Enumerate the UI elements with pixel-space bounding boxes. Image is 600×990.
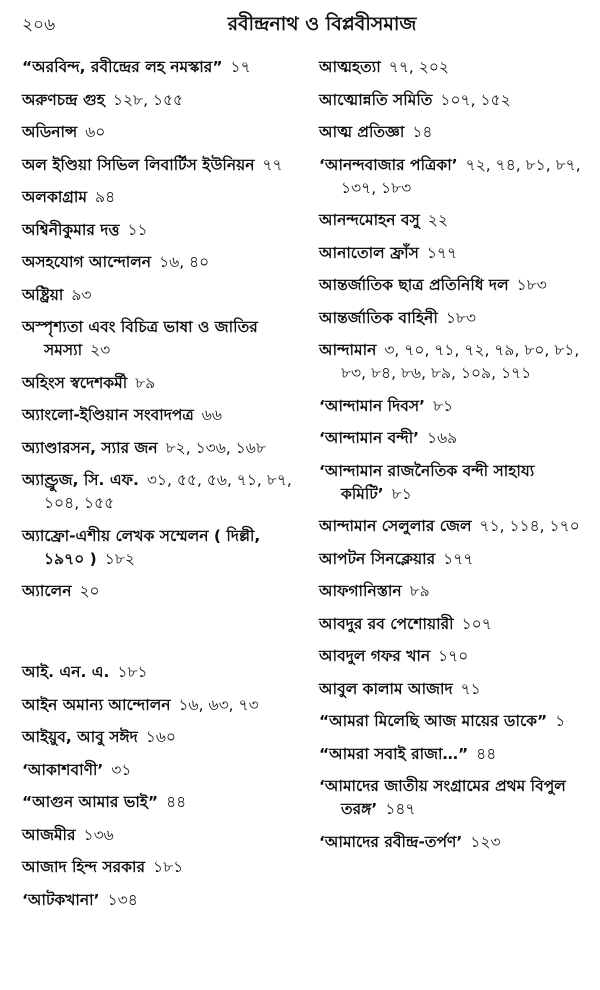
index-term: অস্পৃশ্যতা এবং বিচিত্র ভাষা ও জাতির সমস্যা <box>22 318 258 359</box>
index-pages: ১০৭ <box>461 614 492 633</box>
index-pages: ১০৭, ১৫২ <box>440 90 511 109</box>
index-term: আইয়ুব, আবু সঈদ <box>22 728 138 746</box>
index-entry <box>22 186 293 209</box>
index-pages: ১৪৭ <box>385 800 416 818</box>
index-term: ‘আমাদের জাতীয় সংগ্রামের প্রথম বিপুল তরঙ্গ’ <box>318 777 566 818</box>
index-pages: ৮২, ১৩৬, ১৬৮ <box>165 438 266 457</box>
index-pages: ১৩৬ <box>83 825 114 844</box>
index-pages: ৬০ <box>85 123 106 141</box>
index-term: অ্যাণ্ড্রুজ, সি. এফ. <box>22 471 139 489</box>
index-entry <box>319 121 582 144</box>
page-number: ২০৬ <box>22 15 56 35</box>
index-entry <box>319 395 582 418</box>
index-term: “অরবিন্দ, রবীন্দ্রের লহ নমস্কার” <box>22 58 223 76</box>
index-term: অ্যালেন <box>22 582 72 600</box>
index-term: আন্দামান <box>318 341 377 359</box>
index-term: আত্মোন্নতি সমিতি <box>318 90 433 109</box>
index-pages: ১৮২ <box>104 549 135 568</box>
index-entry <box>319 307 582 330</box>
index-entry <box>319 580 582 603</box>
index-entry <box>22 404 293 427</box>
index-pages: ৭১ <box>460 679 481 698</box>
index-pages: ৪৪ <box>166 793 187 811</box>
index-entry <box>319 339 582 385</box>
page-header <box>22 10 582 44</box>
index-term: অলকাগ্রাম <box>22 188 88 206</box>
index-term: অহিংস স্বদেশকর্মী <box>22 373 128 392</box>
index-entry <box>22 316 293 362</box>
index-pages: ১ <box>555 712 566 730</box>
index-entry <box>22 372 293 395</box>
index-pages: ১৩৪ <box>107 890 138 909</box>
index-entry <box>319 209 582 232</box>
index-entry <box>319 831 582 854</box>
index-column-right <box>303 56 582 921</box>
index-term: “আমরা সবাই রাজা…” <box>318 744 469 763</box>
index-pages: ১৬৯ <box>427 429 458 447</box>
index-entry <box>319 743 582 766</box>
index-pages: ৩১ <box>111 760 132 779</box>
index-pages: ৯৪ <box>95 188 116 206</box>
index-entry <box>22 759 293 782</box>
index-pages: ১২৩ <box>470 832 501 851</box>
index-term: ‘আমাদের রবীন্দ্র-তর্পণ’ <box>318 832 463 851</box>
index-entry <box>319 89 582 112</box>
index-term: আবুল কালাম আজাদ <box>318 679 453 698</box>
index-pages: ১৮১ <box>117 663 148 681</box>
index-entry <box>22 661 293 684</box>
index-entry <box>22 824 293 847</box>
index-pages: ১৮৩ <box>445 308 477 327</box>
index-pages: ৭২, ৭৪, ৮১, ৮৭, ১৩৭, ১৮৩ <box>340 155 581 197</box>
index-term: অরুণচন্দ্র গুহ <box>22 90 105 109</box>
index-term: আন্তর্জাতিক বাহিনী <box>318 308 438 327</box>
index-entry <box>22 525 293 571</box>
index-columns <box>22 56 582 921</box>
index-pages: ৭৭, ২০২ <box>388 58 450 76</box>
index-pages: ১৮১ <box>153 858 184 876</box>
index-pages: ১৮৩ <box>516 276 547 294</box>
index-term: অল ইণ্ডিয়া সিভিল লিবার্টিস ইউনিয়ন <box>22 155 255 174</box>
index-pages: ৬৬ <box>201 406 222 424</box>
index-pages: ৮৯ <box>409 582 430 600</box>
index-pages: ২০ <box>79 582 100 600</box>
index-term: আত্ম প্রতিজ্ঞা <box>318 123 405 141</box>
index-entry <box>22 580 293 603</box>
index-entry <box>22 856 293 879</box>
index-entry <box>22 791 293 814</box>
index-pages: ৭৭ <box>262 155 283 174</box>
index-pages: ৭১, ১১৪, ১৭০ <box>479 517 580 535</box>
index-entry <box>22 469 293 515</box>
index-term: ‘আন্দামান বন্দী’ <box>318 429 420 447</box>
index-term: আপটন সিনক্লেয়ার <box>318 549 436 568</box>
index-entry <box>319 678 582 701</box>
index-pages: ১৬, ৪০ <box>159 253 210 271</box>
index-term: ‘আন্দামান রাজনৈতিক বন্দী সাহায্য কমিটি’ <box>318 461 535 503</box>
index-pages: ১৬, ৬৩, ৭৩ <box>178 695 259 714</box>
index-term: অডিনান্স <box>22 123 78 141</box>
index-entry <box>22 121 293 144</box>
index-term: আনাতোল ফ্রাঁস <box>318 243 419 262</box>
index-entry <box>319 427 582 450</box>
index-entry <box>22 889 293 912</box>
index-pages: ১৬০ <box>145 728 177 746</box>
index-term: আজমীর <box>22 825 76 844</box>
index-pages: ৪৪ <box>476 744 497 763</box>
index-entry <box>319 775 582 821</box>
index-entry <box>22 56 293 79</box>
index-term: আত্মহত্যা <box>318 58 381 76</box>
index-entry <box>22 251 293 274</box>
index-pages: ১৭৭ <box>443 549 474 568</box>
index-pages: ১৭৭ <box>426 243 458 262</box>
index-entry <box>319 242 582 265</box>
index-pages: ১১ <box>127 220 148 239</box>
index-pages: ১৪ <box>412 123 433 141</box>
index-entry <box>22 437 293 460</box>
index-term: অ্যাংলো-ইণ্ডিয়ান সংবাদপত্র <box>22 406 194 424</box>
index-entry <box>319 515 582 538</box>
index-entry <box>22 154 293 177</box>
index-entry <box>319 613 582 636</box>
index-term: আবদুল গফর খান <box>318 647 431 665</box>
index-pages: ৮১ <box>432 396 454 415</box>
index-entry <box>319 645 582 668</box>
index-entry <box>22 89 293 112</box>
index-term: আন্তর্জাতিক ছাত্র প্রতিনিধি দল <box>318 276 509 294</box>
index-term: আন্দামান সেলুলার জেল <box>318 517 472 535</box>
index-pages: ৮১ <box>391 484 412 503</box>
index-entry <box>319 460 582 506</box>
index-pages: ১৭০ <box>438 647 469 665</box>
index-term: অসহযোগ আন্দোলন <box>22 253 152 271</box>
index-pages: ১২৮, ১৫৫ <box>112 90 184 109</box>
index-entry <box>319 56 582 79</box>
index-term: “আমরা মিলেছি আজ মায়ের ডাকে” <box>318 712 548 730</box>
index-column-left <box>22 56 303 921</box>
index-term: আইন অমান্য আন্দোলন <box>22 695 171 714</box>
index-term: অষ্ট্রিয়া <box>22 285 64 304</box>
index-term: ‘আটকখানা’ <box>22 890 100 909</box>
index-pages: ২২ <box>427 211 448 229</box>
index-term: অশ্বিনীকুমার দত্ত <box>22 220 120 239</box>
index-term: অ্যাফ্রো-এশীয় লেখক সম্মেলন ( দিল্লী, ১৯৭০ ) <box>22 526 261 568</box>
index-entry <box>319 154 582 200</box>
index-entry <box>22 694 293 717</box>
index-entry <box>319 274 582 297</box>
index-pages: ২৩ <box>90 341 111 359</box>
index-entry <box>22 284 293 307</box>
index-term: ‘আন্দামান দিবস’ <box>318 396 425 415</box>
index-term: ‘আনন্দবাজার পত্রিকা’ <box>318 155 458 174</box>
index-entry <box>22 219 293 242</box>
index-term: আই. এন. এ. <box>22 663 110 681</box>
index-term: আফগানিস্তান <box>318 582 402 600</box>
index-entry <box>22 726 293 749</box>
index-term: “আগুন আমার ভাই” <box>22 793 159 811</box>
index-term: আজাদ হিন্দ সরকার <box>22 858 146 876</box>
index-pages: ১৭ <box>230 58 251 76</box>
index-term: আনন্দমোহন বসু <box>318 211 420 229</box>
index-pages: ৯৩ <box>71 285 92 304</box>
index-entry <box>319 548 582 571</box>
index-pages: ৩১, ৫৫, ৫৬, ৭১, ৮৭, ১০৪, ১৫৫ <box>44 471 292 512</box>
index-term: আবদুর রব পেশোয়ারী <box>318 614 454 633</box>
index-pages: ৮৯ <box>135 373 156 392</box>
index-entry <box>319 710 582 733</box>
index-pages: ৩, ৭০, ৭১, ৭২, ৭৯, ৮০, ৮১, ৮৩, ৮৪, ৮৬, ৮৯, ১০৯, ১৭১ <box>340 341 580 382</box>
index-term: অ্যাণ্ডারসন, স্যার জন <box>22 438 158 457</box>
running-title: রবীন্দ্রনাথ ও বিপ্লবীসমাজ <box>227 13 417 35</box>
index-term: ‘আকাশবাণী’ <box>22 760 104 779</box>
